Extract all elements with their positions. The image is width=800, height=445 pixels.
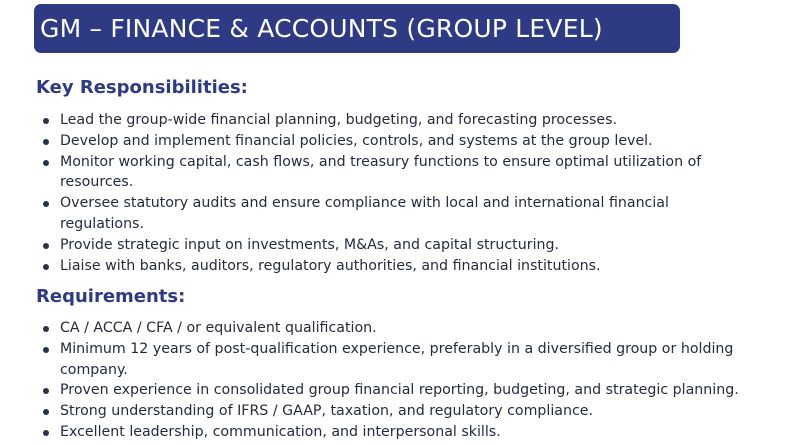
- bullet-icon: [43, 243, 49, 249]
- list-item-text: CA / ACCA / CFA / or equivalent qualification.: [60, 320, 377, 336]
- bullet-icon: [43, 160, 49, 166]
- list-item: [0, 193, 800, 235]
- list-item: [0, 401, 800, 422]
- requirements-heading: Requirements:: [36, 286, 186, 307]
- list-item-text: Strong understanding of IFRS / GAAP, taxation, and regulatory compliance.: [60, 403, 594, 420]
- list-item-text: Oversee statutory audits and ensure compliance with local and international financial regulations.: [60, 195, 669, 232]
- list-item: [0, 422, 800, 443]
- list-item: [0, 380, 800, 401]
- job-title-banner: [34, 4, 680, 53]
- job-title: GM – FINANCE & ACCOUNTS (GROUP LEVEL): [40, 14, 603, 43]
- list-item: [0, 110, 800, 131]
- bullet-icon: [43, 347, 49, 353]
- bullet-icon: [43, 388, 49, 394]
- list-item: [0, 152, 800, 194]
- list-item: [0, 318, 800, 339]
- responsibilities-heading: Key Responsibilities:: [36, 77, 248, 98]
- list-item-text: Provide strategic input on investments, M&As, and capital structuring.: [60, 236, 560, 253]
- list-item: [0, 256, 800, 277]
- requirements-list: [0, 318, 800, 443]
- bullet-icon: [43, 118, 49, 124]
- list-item-text: Proven experience in consolidated group financial reporting, budgeting, and strategic planning.: [60, 382, 739, 399]
- list-item-text: Liaise with banks, auditors, regulatory authorities, and financial institutions.: [60, 257, 601, 274]
- bullet-icon: [43, 201, 49, 207]
- list-item-text: Develop and implement financial policies, controls, and systems at the group level.: [60, 132, 653, 149]
- list-item-text: Monitor working capital, cash flows, and treasury functions to ensure optimal utilization of resources.: [60, 153, 702, 191]
- bullet-icon: [43, 326, 49, 332]
- bullet-icon: [43, 264, 49, 270]
- list-item-text: Lead the group-wide financial planning, budgeting, and forecasting processes.: [60, 112, 618, 128]
- list-item: [0, 339, 800, 381]
- list-item-text: Excellent leadership, communication, and interpersonal skills.: [60, 423, 501, 440]
- bullet-icon: [43, 139, 49, 145]
- list-item: [0, 131, 800, 152]
- list-item-text: Minimum 12 years of post-qualification experience, preferably in a diversified group or holding company.: [60, 340, 734, 378]
- bullet-icon: [43, 409, 49, 415]
- bullet-icon: [43, 430, 49, 436]
- responsibilities-list: [0, 110, 800, 276]
- list-item: [0, 235, 800, 256]
